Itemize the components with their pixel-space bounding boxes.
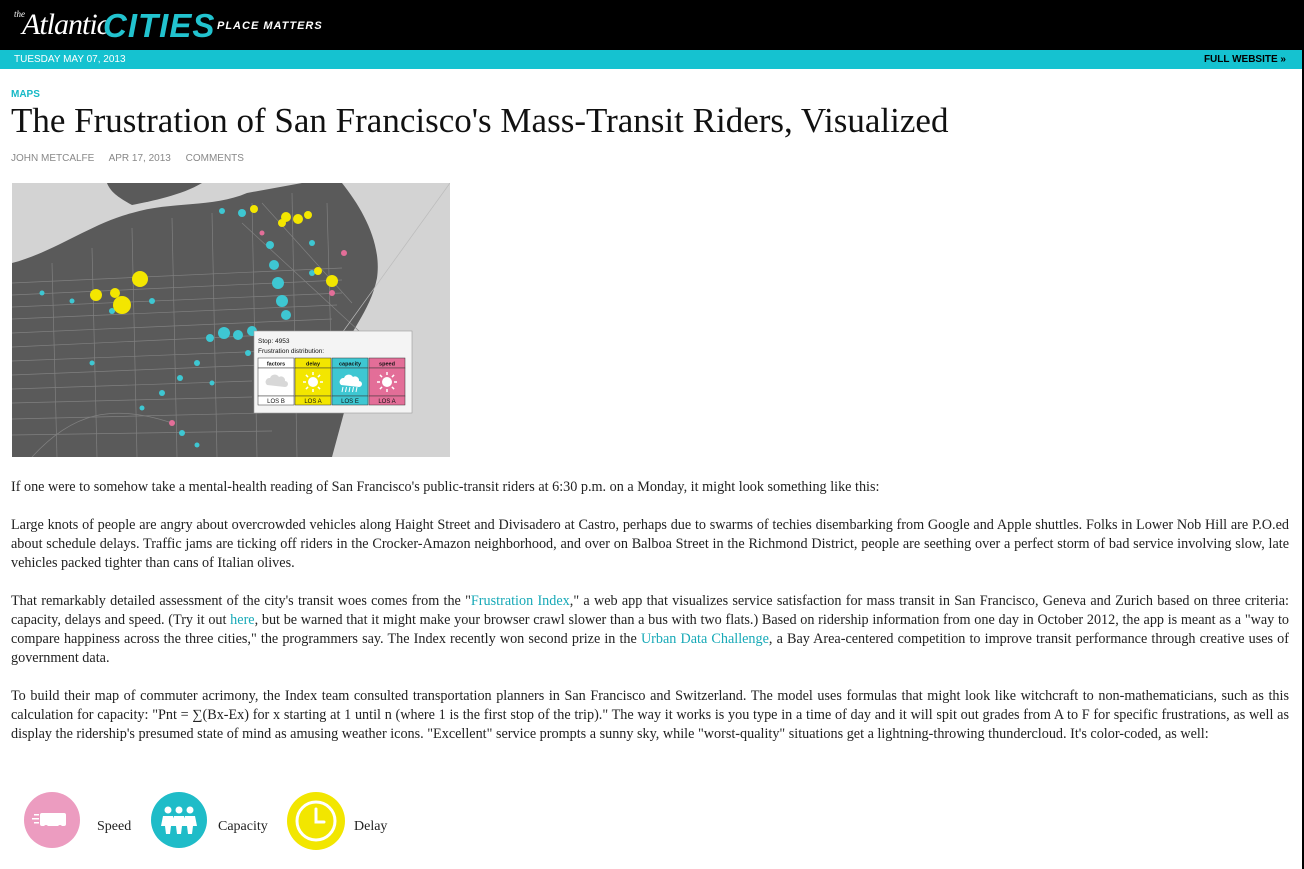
sun-icon (382, 377, 392, 387)
legend-capacity-label: Capacity (218, 819, 268, 834)
clock-icon (287, 792, 343, 848)
current-date: TUESDAY MAY 07, 2013 (14, 54, 126, 65)
paragraph-3-text-a: That remarkably detailed assessment of the city's transit woes comes from the " (11, 593, 471, 609)
popup-stop-label: Stop: 4953 (258, 338, 290, 345)
paragraph-3 (11, 592, 1289, 668)
popup-col-grade: LOS A (378, 399, 396, 405)
article-title: The Frustration of San Francisco's Mass-Transit Riders, Visualized (11, 101, 949, 140)
popup-col-grade: LOS E (341, 399, 359, 405)
popup-col-header: factors (266, 361, 286, 368)
legend-delay-label: Delay (354, 819, 388, 834)
site-header (0, 0, 1304, 50)
author-name: JOHN METCALFE (11, 153, 95, 164)
popup-col-header: capacity (338, 361, 362, 368)
bus-icon (24, 792, 80, 848)
logo-atlantic-text: Atlantic (22, 8, 109, 41)
comments-link[interactable]: COMMENTS (185, 153, 244, 164)
here-link[interactable]: here (230, 612, 255, 628)
publish-date: APR 17, 2013 (108, 153, 171, 164)
paragraph-4: To build their map of commuter acrimony, the Index team consulted transportation planners in San Francisco and Switzerland. The model uses formulas that might look like witchcraft to non-mathematicians, such as this calculation for capacity: "Pnt = ∑(Bx-Ex) for x starting at 1 until n (where 1 is the first stop of the trip)." The way it works is you type in a time of day and it will spit out grades from A to F for specific frustrations, as well as display the ridership's presumed state of mind as amusing weather icons. "Excellent" service prompts a sunny sky, while "worst-quality" situations get a lightning-throwing thundercloud. It's color-coded, as well: (11, 688, 1289, 742)
site-tagline: PLACE MATTERS (217, 20, 323, 32)
paragraph-3-text-b: ," a web app that visualizes service satisfaction for mass transit in San Francisco, Geneva and Zurich based on three criteria: capacity, delays and speed. (Try it out (11, 593, 1289, 628)
people-icon (151, 792, 207, 848)
section-label[interactable]: MAPS (11, 89, 40, 100)
legend-speed-label: Speed (97, 819, 132, 834)
map-graphic (12, 183, 450, 457)
popup-col-header: delay (305, 361, 321, 368)
byline (11, 153, 244, 164)
sun-icon (308, 377, 318, 387)
popup-col-grade: LOS B (267, 399, 285, 405)
frustration-index-link[interactable]: Frustration Index (470, 593, 570, 609)
popup-col-header: speed (379, 361, 395, 368)
logo-the-text: the (14, 9, 25, 19)
urban-data-challenge-link[interactable]: Urban Data Challenge (640, 631, 769, 647)
paragraph-3-text-d: , a Bay Area-centered competition to improve transit performance through creative uses of government data. (11, 631, 1289, 666)
date-bar (0, 50, 1302, 69)
frustration-map-image (12, 183, 450, 457)
paragraph-2: Large knots of people are angry about overcrowded vehicles along Haight Street and Divisadero at Castro, perhaps due to swarms of techies disembarking from Google and Apple shuttles. Folks in Lower Nob Hill are P.O.ed about schedule delays. Traffic jams are ticking off riders in the Crocker-Amazon neighborhood, and over on Balboa Street in the Richmond District, people are seething over a perfect storm of bad service involving slow, late vehicles packed tighter than cans of Italian olives. (11, 517, 1289, 571)
full-website-link[interactable]: FULL WEBSITE » (1203, 54, 1286, 65)
popup-col-grade: LOS A (304, 399, 322, 405)
paragraph-3-text-c: , but be warned that it might make your browser crawl slower than a bus with two flats.) Based on ridership information from one day in October 2012, the app is meant as a "way to compare happiness across the three cities," the programmers say. The Index recently won second prize in the (11, 612, 1289, 647)
paragraph-1: If one were to somehow take a mental-health reading of San Francisco's public-transit riders at 6:30 p.m. on a Monday, it might look something like this: (11, 479, 880, 495)
stop-popup (254, 331, 412, 413)
logo-cities-text: CITIES (103, 7, 216, 44)
popup-heading: Frustration distribution: (258, 348, 325, 355)
article-body (11, 478, 1289, 763)
